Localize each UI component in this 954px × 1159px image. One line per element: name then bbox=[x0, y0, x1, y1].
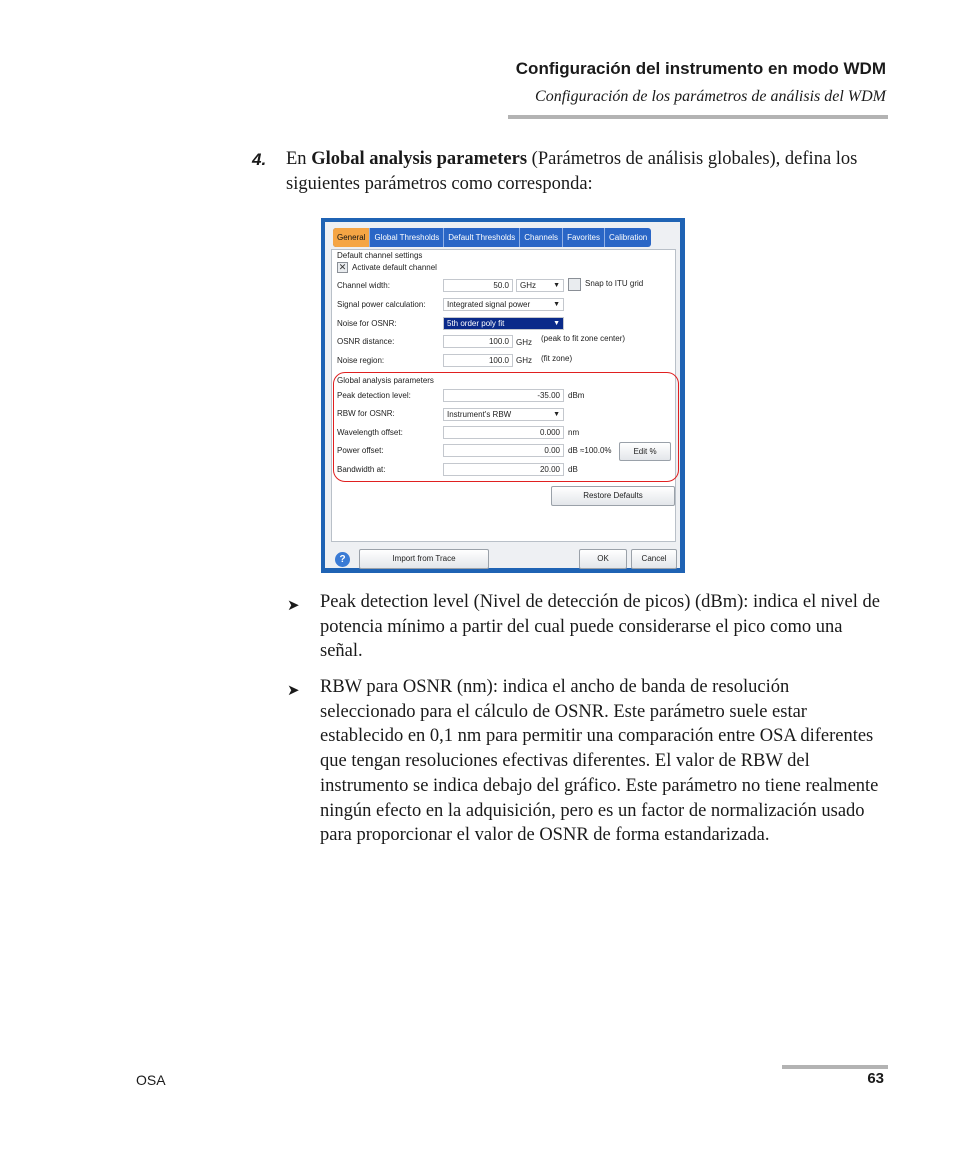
import-from-trace-button[interactable]: Import from Trace bbox=[359, 549, 489, 569]
chevron-down-icon: ▼ bbox=[553, 301, 560, 308]
osnr-distance-note: (peak to fit zone center) bbox=[541, 334, 626, 343]
rbw-dropdown[interactable] bbox=[443, 408, 564, 421]
bullet-arrow-icon: ➤ bbox=[287, 598, 300, 614]
header-rule bbox=[508, 115, 888, 119]
peak-detection-label: Peak detection level: bbox=[337, 391, 411, 400]
cancel-button[interactable]: Cancel bbox=[631, 549, 677, 569]
default-channel-settings-heading: Default channel settings bbox=[337, 251, 423, 260]
global-analysis-heading: Global analysis parameters bbox=[337, 376, 434, 385]
rbw-label: RBW for OSNR: bbox=[337, 409, 395, 418]
noise-region-label: Noise region: bbox=[337, 356, 385, 365]
dialog-body bbox=[325, 222, 680, 568]
step-bold: Global analysis parameters bbox=[311, 149, 528, 169]
activate-default-channel-checkbox[interactable]: ✕ bbox=[338, 262, 347, 272]
footer-product: OSA bbox=[136, 1072, 166, 1088]
channel-width-field[interactable]: 50.0 bbox=[443, 279, 513, 292]
osnr-distance-unit: GHz bbox=[516, 338, 532, 347]
rbw-value: Instrument's RBW bbox=[447, 410, 512, 419]
step-rest: (Parámetros de análisis globales), defina los siguientes parámetros como corresponda: bbox=[286, 149, 858, 194]
bandwidth-unit: dB bbox=[568, 465, 578, 474]
footer-rule bbox=[782, 1065, 888, 1069]
step-text bbox=[286, 147, 886, 197]
peak-detection-field[interactable]: -35.00 bbox=[443, 389, 564, 402]
tab-channels[interactable]: Channels bbox=[520, 228, 563, 247]
tab-bar bbox=[333, 228, 651, 247]
activate-default-channel-label: Activate default channel bbox=[352, 263, 437, 272]
osnr-distance-field[interactable]: 100.0 bbox=[443, 335, 513, 348]
tab-general[interactable]: General bbox=[333, 228, 370, 247]
wavelength-offset-field[interactable]: 0.000 bbox=[443, 426, 564, 439]
page-number: 63 bbox=[867, 1070, 884, 1087]
tab-favorites[interactable]: Favorites bbox=[563, 228, 605, 247]
noise-region-unit: GHz bbox=[516, 356, 532, 365]
restore-defaults-button[interactable]: Restore Defaults bbox=[551, 486, 675, 506]
chevron-down-icon: ▼ bbox=[553, 320, 560, 327]
bullet-text: Peak detection level (Nivel de detección de picos) (dBm): indica el nivel de potencia mínimo a partir del cual puede considerarse el pico como una señal. bbox=[320, 592, 880, 662]
tab-default-thresholds[interactable]: Default Thresholds bbox=[444, 228, 520, 247]
power-offset-unit: dB ≈100.0% bbox=[568, 446, 612, 455]
bullet-arrow-icon: ➤ bbox=[287, 683, 300, 699]
chapter-title: Configuración del instrumento en modo WDM bbox=[515, 59, 886, 78]
bandwidth-label: Bandwidth at: bbox=[337, 465, 386, 474]
wavelength-offset-label: Wavelength offset: bbox=[337, 428, 403, 437]
osnr-distance-label: OSNR distance: bbox=[337, 337, 395, 346]
help-icon[interactable]: ? bbox=[335, 552, 350, 567]
noise-region-field[interactable]: 100.0 bbox=[443, 354, 513, 367]
edit-percent-button[interactable]: Edit % bbox=[619, 442, 671, 461]
tab-global-thresholds[interactable]: Global Thresholds bbox=[370, 228, 444, 247]
step-lead: En bbox=[286, 149, 312, 169]
noise-region-note: (fit zone) bbox=[541, 354, 573, 363]
noise-osnr-dropdown[interactable] bbox=[443, 317, 564, 330]
noise-osnr-label: Noise for OSNR: bbox=[337, 319, 397, 328]
bandwidth-field[interactable]: 20.00 bbox=[443, 463, 564, 476]
chevron-down-icon: ▼ bbox=[553, 411, 560, 418]
channel-width-label: Channel width: bbox=[337, 281, 390, 290]
peak-detection-unit: dBm bbox=[568, 391, 585, 400]
tab-calibration[interactable]: Calibration bbox=[608, 233, 648, 242]
settings-dialog-screenshot bbox=[321, 218, 685, 573]
power-offset-field[interactable]: 0.00 bbox=[443, 444, 564, 457]
wavelength-offset-unit: nm bbox=[568, 428, 580, 437]
snap-itu-checkbox[interactable] bbox=[568, 278, 581, 291]
signal-power-value: Integrated signal power bbox=[447, 300, 531, 309]
noise-osnr-value: 5th order poly fit bbox=[447, 319, 505, 328]
step-number: 4. bbox=[252, 150, 267, 169]
chevron-down-icon: ▼ bbox=[553, 282, 560, 289]
ok-button[interactable]: OK bbox=[579, 549, 627, 569]
snap-itu-label: Snap to ITU grid bbox=[585, 279, 644, 288]
section-title: Configuración de los parámetros de análisis del WDM bbox=[535, 88, 886, 105]
channel-width-unit: GHz bbox=[520, 281, 536, 290]
signal-power-dropdown[interactable] bbox=[443, 298, 564, 311]
bullet-text: RBW para OSNR (nm): indica el ancho de banda de resolución seleccionado para el cálculo de OSNR. Este parámetro suele estar establecido en 0,1 nm para permitir una comparación entre OSA diferentes que tengan resoluciones efectivas diferentes. El valor de RBW del instrumento se indica debajo del gráfico. Este parámetro no tiene realmente ningún efecto en la adquisición, pero es un factor de normalización usado para proporcionar el valor de OSNR de forma estandarizada. bbox=[320, 677, 879, 846]
power-offset-label: Power offset: bbox=[337, 446, 384, 455]
channel-width-unit-dropdown[interactable] bbox=[516, 279, 564, 292]
signal-power-label: Signal power calculation: bbox=[337, 300, 426, 309]
